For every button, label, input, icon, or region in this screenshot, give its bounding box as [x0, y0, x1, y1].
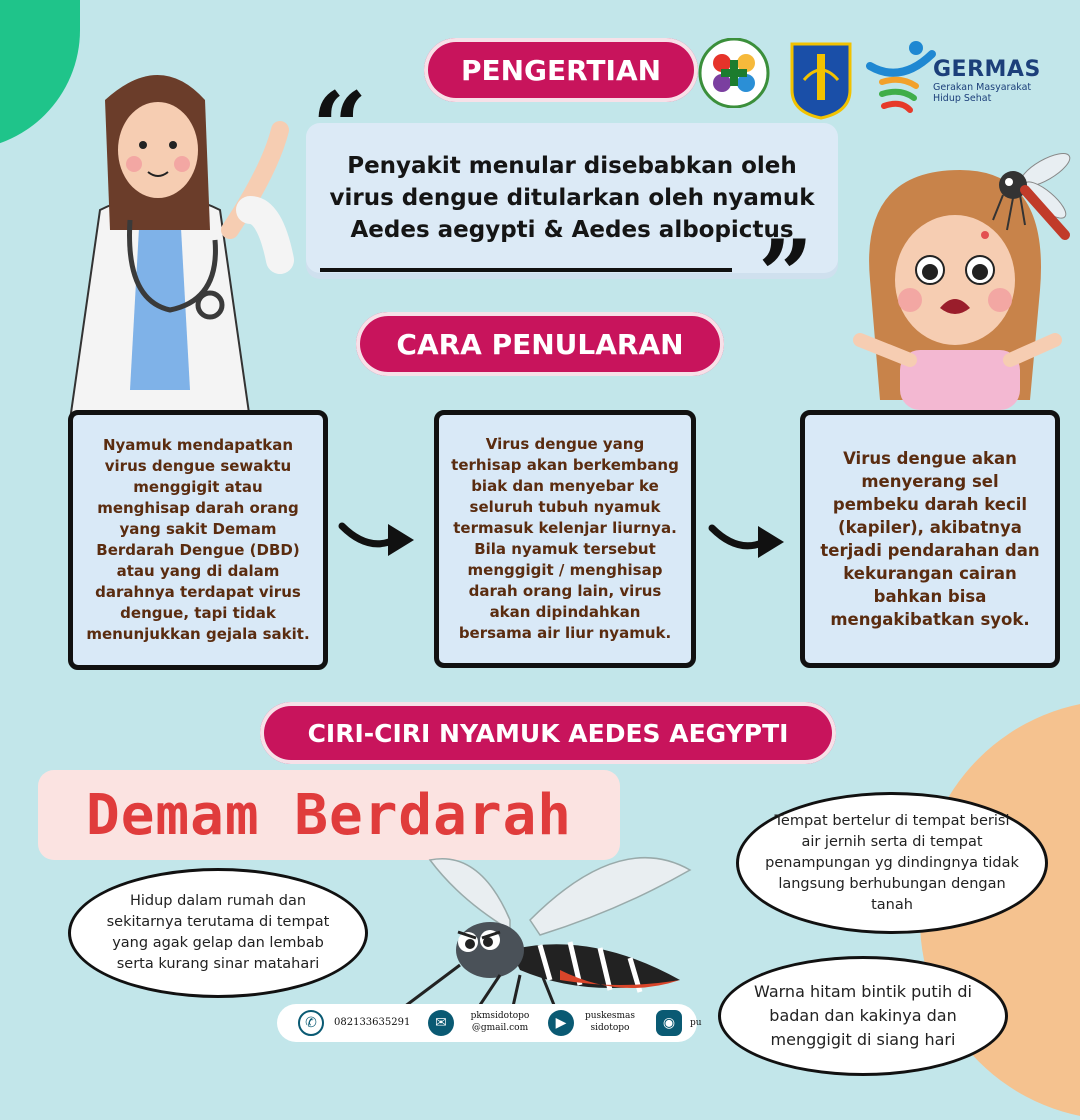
- instagram-icon[interactable]: ◉: [656, 1010, 682, 1036]
- germas-tagline-1: Gerakan Masyarakat: [933, 82, 1032, 93]
- puskesmas-logo: [694, 38, 774, 108]
- step-card-3: [800, 410, 1060, 668]
- email-address[interactable]: [470, 1010, 530, 1034]
- arrow-right-icon: [338, 512, 418, 562]
- definition-line-1: Penyakit menular disebabkan oleh: [347, 153, 797, 179]
- email-line-2: @gmail.com: [471, 1023, 529, 1033]
- phone-number[interactable]: 082133635291: [334, 1017, 411, 1028]
- mosquito-illustration: [360, 840, 720, 1020]
- youtube-channel[interactable]: [580, 1010, 640, 1034]
- eggs-text: Tempat bertelur di tempat berisi air jernih serta di tempat penampungan yg dindingnya tidak langsung berhubungan dengan tanah: [765, 812, 1019, 913]
- habitat-text: Hidup dalam rumah dan sekitarnya terutama di tempat yang agak gelap dan lembab serta kurang sinar matahari: [106, 893, 330, 972]
- speech-bubble-eggs: [736, 792, 1048, 934]
- speech-bubble-color: [718, 956, 1008, 1076]
- youtube-line-2: sidotopo: [590, 1023, 630, 1033]
- germas-name: GERMAS: [933, 57, 1041, 82]
- step-2-text: Virus dengue yang terhisap akan berkembang biak dan menyebar ke seluruh tubuh nyamuk termasuk kelenjar liurnya. Bila nyamuk tersebut menggigit / menghisap darah orang lain, virus akan dipindahkan bersama air liur nyamuk.: [451, 435, 679, 642]
- quote-underline: [320, 268, 732, 272]
- color-text: Warna hitam bintik putih di badan dan kakinya dan menggigit di siang hari: [754, 982, 972, 1049]
- germas-logo-icon: [866, 36, 936, 116]
- step-1-text: Nyamuk mendapatkan virus dengue sewaktu menggigit atau menghisap darah orang yang sakit Demam Berdarah Dengue (DBD) atau yang di dalam darahnya terdapat virus dengue, tapi tidak menunjukkan gejala sakit.: [86, 436, 310, 643]
- mail-icon[interactable]: ✉: [428, 1010, 454, 1036]
- page-title: Demam Berdarah: [85, 782, 572, 848]
- heading-ciri-ciri: CIRI-CIRI NYAMUK AEDES AEGYPTI: [260, 702, 836, 764]
- mosquito-small-illustration: [985, 140, 1080, 250]
- phone-icon[interactable]: ✆: [298, 1010, 324, 1036]
- email-line-1: pkmsidotopo: [470, 1011, 530, 1021]
- close-quote-icon: ”: [758, 219, 814, 332]
- arrow-right-icon: [708, 514, 788, 564]
- doctor-illustration: [30, 60, 300, 420]
- step-card-1: [68, 410, 328, 670]
- youtube-line-1: puskesmas: [584, 1011, 636, 1021]
- instagram-handle[interactable]: pu: [690, 1018, 702, 1028]
- heading-cara-penularan: CARA PENULARAN: [356, 312, 724, 376]
- heading-pengertian: PENGERTIAN: [424, 38, 698, 102]
- germas-tagline-2: Hidup Sehat: [933, 93, 992, 104]
- youtube-icon[interactable]: ▶: [548, 1010, 574, 1036]
- speech-bubble-habitat: [68, 868, 368, 998]
- step-card-2: [434, 410, 696, 668]
- definition-line-3: Aedes aegypti & Aedes albopictus: [350, 217, 794, 243]
- step-3-text: Virus dengue akan menyerang sel pembeku darah kecil (kapiler), akibatnya terjadi pendarahan dan kekurangan cairan bahkan bisa mengakibatkan syok.: [820, 449, 1040, 629]
- definition-line-2: virus dengue ditularkan oleh nyamuk: [329, 185, 815, 211]
- city-crest-logo: [788, 40, 854, 120]
